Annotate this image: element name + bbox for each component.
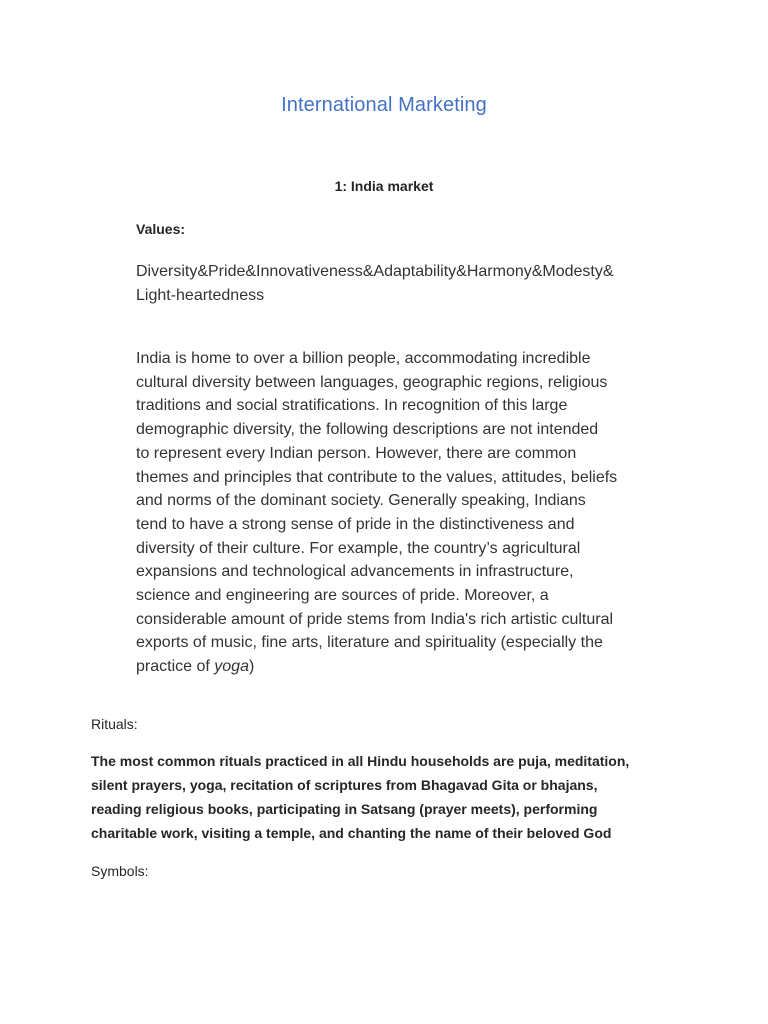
paragraph-line: exports of music, fine arts, literature and spirituality (especially the xyxy=(136,634,603,652)
paragraph-line: tend to have a strong sense of pride in the distinctiveness and xyxy=(136,515,575,533)
rituals-line: The most common rituals practiced in all Hindu households are puja, meditation, xyxy=(91,753,630,769)
paragraph-line: to represent every Indian person. However, there are common xyxy=(136,444,577,462)
paragraph-line: diversity of their culture. For example, the country’s agricultural xyxy=(136,539,581,557)
rituals-text xyxy=(91,749,691,845)
rituals-line: silent prayers, yoga, recitation of scriptures from Bhagavad Gita or bhajans, xyxy=(91,777,598,793)
values-text xyxy=(136,260,696,308)
rituals-line: charitable work, visiting a temple, and chanting the name of their beloved God xyxy=(91,825,612,841)
paragraph-line: and norms of the dominant society. Generally speaking, Indians xyxy=(136,492,586,510)
section-heading: 1: India market xyxy=(334,178,434,194)
yoga-italic: yoga xyxy=(214,658,249,676)
paragraph-line: demographic diversity, the following descriptions are not intended xyxy=(136,421,599,439)
last-line-prefix: practice of xyxy=(136,658,215,676)
rituals-label: Rituals: xyxy=(91,716,138,732)
rituals-line: reading religious books, participating in Satsang (prayer meets), performing xyxy=(91,801,598,817)
values-line-1: Diversity&Pride&Innovativeness&Adaptability&Harmony&Modesty& xyxy=(136,263,614,280)
paragraph-line: cultural diversity between languages, geographic regions, religious xyxy=(136,373,608,391)
values-label: Values: xyxy=(136,221,186,237)
paragraph-line: India is home to over a billion people, accommodating incredible xyxy=(136,350,591,367)
paragraph-last-line xyxy=(136,655,684,679)
paragraph-line: science and engineering are sources of pride. Moreover, a xyxy=(136,587,549,605)
paragraph-line: traditions and social stratifications. In recognition of this large xyxy=(136,397,568,415)
values-line-2: Light-heartedness xyxy=(136,287,265,304)
paragraph-line: considerable amount of pride stems from India's rich artistic cultural xyxy=(136,610,614,628)
india-paragraph xyxy=(136,347,684,679)
symbols-label: Symbols: xyxy=(91,863,149,879)
document-title: International Marketing xyxy=(281,94,487,116)
paragraph-line: themes and principles that contribute to the values, attitudes, beliefs xyxy=(136,468,618,486)
paragraph-line: expansions and technological advancements in infrastructure, xyxy=(136,563,574,581)
last-line-suffix: ) xyxy=(248,658,255,676)
